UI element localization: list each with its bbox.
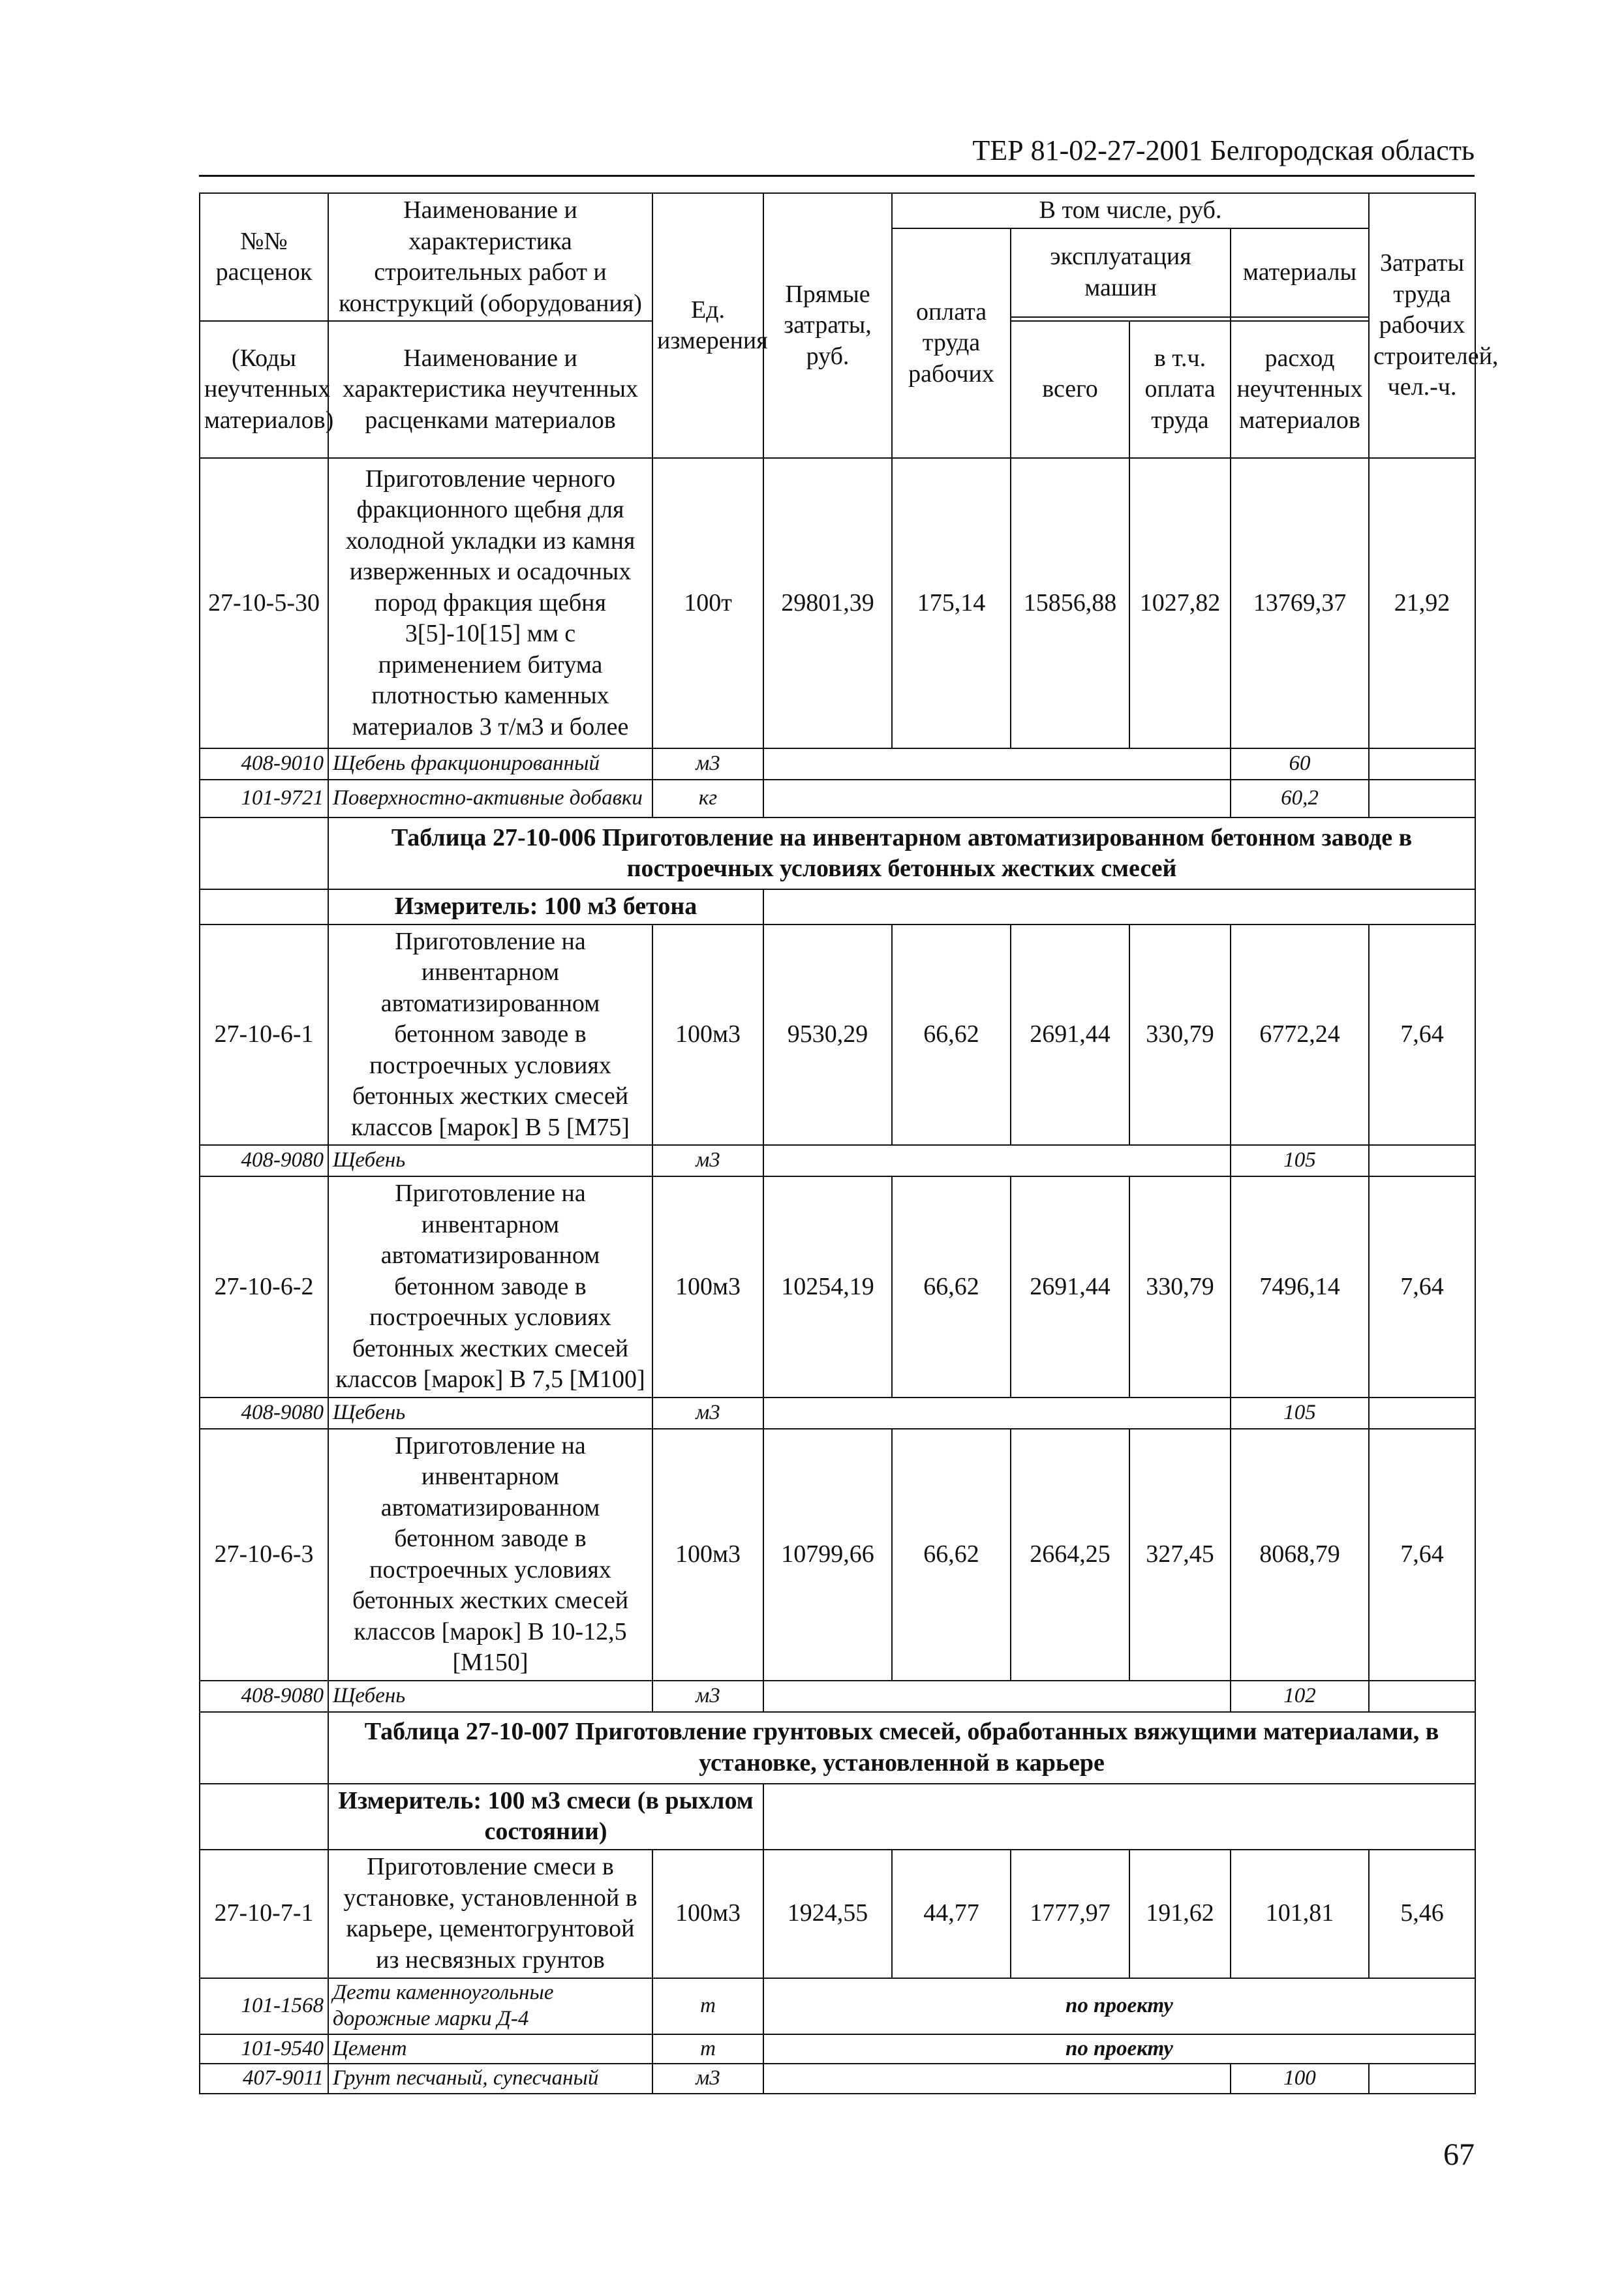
material-row [200,780,1475,817]
material-name: Щебень [328,1145,652,1176]
col-unit-header: Ед. измерения [652,193,763,458]
rate-unit: 100м3 [652,924,763,1146]
material-unit: м3 [652,1398,763,1429]
rate-mach: 2664,25 [1011,1429,1129,1681]
rate-mat: 7496,14 [1231,1176,1369,1398]
rate-mach-labor: 1027,82 [1129,458,1231,748]
material-spacer [763,2064,1231,2094]
rate-labor: 66,62 [892,1176,1011,1398]
material-code: 408-9010 [200,748,328,780]
section-title-spacer [200,1712,328,1784]
rate-mach: 15856,88 [1011,458,1129,748]
rate-row [200,458,1475,748]
material-row [200,1681,1475,1712]
material-code: 408-9080 [200,1145,328,1176]
rate-name: Приготовление на инвентарном автоматизированном бетонном заводе в построечных условиях бетонных жестких смесей классов [марок] В 7,5 [М100] [328,1176,652,1398]
material-qty: 60 [1231,748,1369,780]
material-empty [1369,2064,1475,2094]
material-row [200,1978,1475,2034]
rate-unit: 100м3 [652,1850,763,1978]
rate-work: 7,64 [1369,1176,1475,1398]
material-code: 408-9080 [200,1398,328,1429]
material-unit: м3 [652,1681,763,1712]
col-incl-header: В том числе, руб. [892,193,1369,228]
material-spacer [763,780,1231,817]
material-spacer [763,1145,1231,1176]
meter-spacer [200,889,328,924]
material-qty: 105 [1231,1145,1369,1176]
rate-name: Приготовление смеси в установке, установленной в карьере, цементогрунтовой из несвязных грунтов [328,1850,652,1978]
rate-code: 27-10-6-2 [200,1176,328,1398]
material-qty: 102 [1231,1681,1369,1712]
rate-mat: 13769,37 [1231,458,1369,748]
rate-name: Приготовление на инвентарном автоматизированном бетонном заводе в построечных условиях бетонных жестких смесей классов [марок] В 5 [М75] [328,924,652,1146]
rate-unit: 100м3 [652,1429,763,1681]
rate-row [200,1176,1475,1398]
rate-row [200,1850,1475,1978]
rates-table [199,192,1499,2094]
material-spacer [763,748,1231,780]
rate-mach-labor: 327,45 [1129,1429,1231,1681]
meter-label: Измеритель: 100 м3 смеси (в рыхлом состоянии) [328,1784,763,1850]
rate-code: 27-10-7-1 [200,1850,328,1978]
rate-direct: 10254,19 [763,1176,892,1398]
rate-mat: 101,81 [1231,1850,1369,1978]
rate-name: Приготовление черного фракционного щебня для холодной укладки из камня изверженных и осадочных пород фракция щебня 3[5]-10[15] мм с применением битума плотностью каменных материалов 3 т/м3 и более [328,458,652,748]
material-name: Грунт песчаный, супесчаный [328,2064,652,2094]
col-consumption-header: расход неучтенных материалов [1231,321,1369,458]
meter-row [200,1784,1475,1850]
col-code2-header: (Коды неучтенных материалов) [200,321,328,458]
col-materials-header: материалы [1231,228,1369,318]
col-name-header: Наименование и характеристика строительных работ и конструкций (оборудования) [328,193,652,321]
col-code-header: №№ расценок [200,193,328,321]
material-row [200,748,1475,780]
material-row [200,1398,1475,1429]
material-code: 407-9011 [200,2064,328,2094]
rate-labor: 44,77 [892,1850,1011,1978]
material-empty [1369,780,1475,817]
material-empty [1369,1145,1475,1176]
rate-direct: 1924,55 [763,1850,892,1978]
meter-row [200,889,1475,924]
meter-rest [763,1784,1475,1850]
rate-row [200,924,1475,1146]
rate-name: Приготовление на инвентарном автоматизированном бетонном заводе в построечных условиях бетонных жестких смесей классов [марок] В 10-12,5 [М150] [328,1429,652,1681]
material-code: 101-9721 [200,780,328,817]
rate-mat: 6772,24 [1231,924,1369,1146]
rate-labor: 66,62 [892,924,1011,1146]
rate-code: 27-10-6-1 [200,924,328,1146]
material-name: Щебень [328,1681,652,1712]
col-incl-labor-header: в т.ч. оплата труда [1129,321,1231,458]
rate-mach-labor: 330,79 [1129,1176,1231,1398]
section-title: Таблица 27-10-007 Приготовление грунтовых смесей, обработанных вяжущими материалами, в установке, установленной в карьере [328,1712,1475,1784]
rate-mach: 2691,44 [1011,924,1129,1146]
rate-labor: 66,62 [892,1429,1011,1681]
material-empty [1369,1398,1475,1429]
rate-work: 5,46 [1369,1850,1475,1978]
meter-rest [763,889,1475,924]
meter-label: Измеритель: 100 м3 бетона [328,889,763,924]
page-number: 67 [1443,2137,1475,2172]
material-empty [1369,1681,1475,1712]
material-name: Щебень фракционированный [328,748,652,780]
rate-mach-labor: 330,79 [1129,924,1231,1146]
col-name2-header: Наименование и характеристика неучтенных расценками материалов [328,321,652,458]
rate-row [200,1429,1475,1681]
material-spacer [763,1681,1231,1712]
col-workers-header: Затраты труда рабочих строителей, чел.-ч. [1369,193,1475,458]
material-row [200,1145,1475,1176]
header-rule [199,175,1475,177]
material-unit: м3 [652,2064,763,2094]
material-code: 408-9080 [200,1681,328,1712]
section-title-row [200,1712,1475,1784]
rate-mach: 1777,97 [1011,1850,1129,1978]
section-title-row [200,817,1475,889]
page-header: ТЕР 81-02-27-2001 Белгородская область [972,134,1475,166]
material-unit: т [652,2034,763,2064]
material-qty: по проекту [763,2034,1475,2064]
material-qty: 60,2 [1231,780,1369,817]
material-empty [1369,748,1475,780]
rate-code: 27-10-5-30 [200,458,328,748]
material-row [200,2064,1475,2094]
rate-mach: 2691,44 [1011,1176,1129,1398]
material-spacer [763,1398,1231,1429]
col-direct-header: Прямые затраты, руб. [763,193,892,458]
material-code: 101-1568 [200,1978,328,2034]
material-name: Щебень [328,1398,652,1429]
rate-unit: 100т [652,458,763,748]
material-unit: т [652,1978,763,2034]
material-unit: кг [652,780,763,817]
material-qty: 105 [1231,1398,1369,1429]
rate-unit: 100м3 [652,1176,763,1398]
meter-spacer [200,1784,328,1850]
material-name: Цемент [328,2034,652,2064]
rate-code: 27-10-6-3 [200,1429,328,1681]
rate-work: 7,64 [1369,924,1475,1146]
material-qty: по проекту [763,1978,1475,2034]
rate-direct: 9530,29 [763,924,892,1146]
rate-work: 21,92 [1369,458,1475,748]
material-qty: 100 [1231,2064,1369,2094]
material-unit: м3 [652,1145,763,1176]
material-unit: м3 [652,748,763,780]
col-labor-header: оплата труда рабочих [892,228,1011,459]
rate-mat: 8068,79 [1231,1429,1369,1681]
rate-work: 7,64 [1369,1429,1475,1681]
material-row [200,2034,1475,2064]
rate-direct: 29801,39 [763,458,892,748]
rate-mach-labor: 191,62 [1129,1850,1231,1978]
section-title-spacer [200,817,328,889]
rate-labor: 175,14 [892,458,1011,748]
material-code: 101-9540 [200,2034,328,2064]
col-total-header: всего [1011,321,1129,458]
material-name: Поверхностно-активные добавки [328,780,652,817]
section-title: Таблица 27-10-006 Приготовление на инвентарном автоматизированном бетонном заводе в построечных условиях бетонных жестких смесей [328,817,1475,889]
material-name: Дегти каменноугольные дорожные марки Д-4 [328,1978,652,2034]
col-machines-header: эксплуатация машин [1011,228,1231,318]
rate-direct: 10799,66 [763,1429,892,1681]
